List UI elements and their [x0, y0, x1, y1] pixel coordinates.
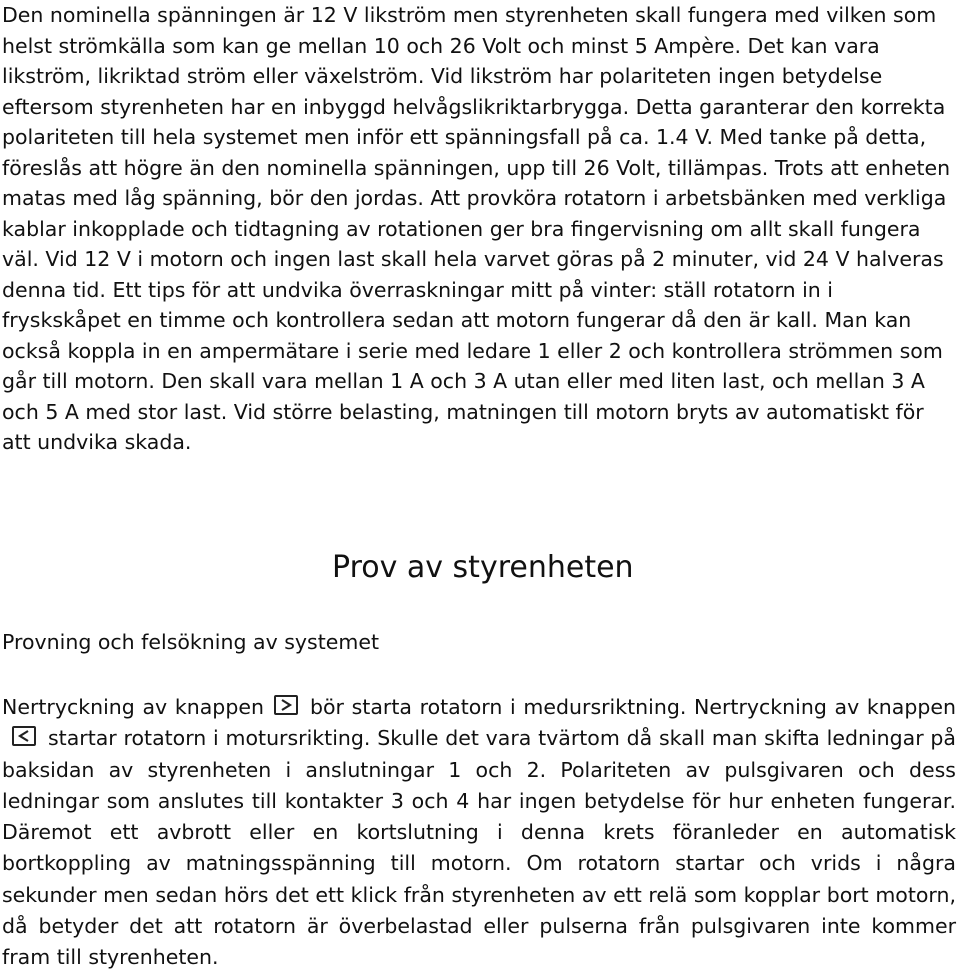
- test-paragraph: [2, 692, 956, 974]
- intro-paragraph: Den nominella spänningen är 12 V likström men styrenheten skall fungera med vilken som helst strömkälla som kan ge mellan 10 och 26 Volt och minst 5 Ampère. Det kan vara likström, likriktad ström eller växelström. Vid likström har polariteten ingen betydelse eftersom styrenheten har en inbyggd helvågslikriktarbrygga. Detta garanterar den korrekta polariteten till hela systemet men inför ett spänningsfall på ca. 1.4 V. Med tanke på detta, föreslås att högre än den nominella spänningen, upp till 26 Volt, tillämpas. Trots att enheten matas med låg spänning, bör den jordas. Att provköra rotatorn i arbetsbänken med verkliga kablar inkopplade och tidtagning av rotationen ger bra fingervisning om allt skall fungera väl. Vid 12 V i motorn och ingen last skall hela varvet göras på 2 minuter, vid 24 V halveras denna tid. Ett tips för att undvika överraskningar mitt på vinter: ställ rotatorn in i fryskskåpet en timme och kontrollera sedan att motorn fungerar då den är kall. Man kan också koppla in en ampermätare i serie med ledare 1 eller 2 och kontrollera strömmen som går till motorn. Den skall vara mellan 1 A och 3 A utan eller med liten last, och mellan 3 A och 5 A med stor last. Vid större belasting, matningen till motorn bryts av automatiskt för att undvika skada.: [2, 3, 951, 454]
- test-paragraph-part-3: startar rotatorn i motursrikting. Skulle det vara tvärtom då skall man skifta ledningar på baksidan av styrenheten i anslutningar 1 och 2. Polariteten av pulsgivaren och dess ledningar som anslutes till kontakter 3 och 4 har ingen betydelse för hur enheten fungerar. Däremot ett avbrott eller en kortslutning i denna krets föranleder en automatisk bortkoppling av matningsspänning till motorn. Om rotatorn startar och vrids i några sekunder men sedan hörs det ett klick från styrenheten av ett relä som kopplar bort motorn, då betyder det att rotatorn är överbelastad eller pulserna från pulsgivaren inte kommer fram till styrenheten.: [2, 726, 956, 970]
- subsection-title: Provning och felsökning av systemet: [2, 630, 379, 654]
- chevron-right-key-icon: [274, 695, 298, 715]
- test-paragraph-part-1: Nertryckning av knappen: [2, 695, 264, 719]
- document-page: [2, 0, 956, 969]
- test-paragraph-part-2: bör starta rotatorn i medursriktning. Nertryckning av knappen: [309, 695, 956, 719]
- section-title: Prov av styrenheten: [332, 550, 634, 585]
- chevron-left-key-icon: [12, 726, 36, 746]
